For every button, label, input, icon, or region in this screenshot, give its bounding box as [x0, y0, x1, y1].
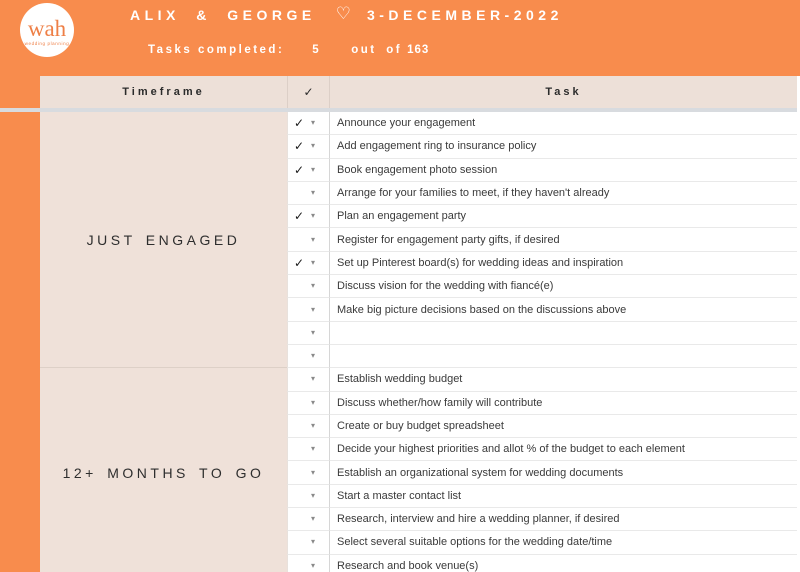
task-cell[interactable]: Make big picture decisions based on the discussions above — [330, 298, 797, 321]
task-row — [287, 508, 797, 531]
stats-label: Tasks completed: — [148, 44, 285, 56]
dropdown-caret-icon[interactable]: ▾ — [311, 281, 316, 291]
task-row — [287, 228, 797, 251]
column-header-timeframe: Timeframe — [122, 86, 205, 98]
timeframe-cell[interactable]: 12+ MONTHS TO GO — [40, 368, 287, 572]
task-row — [287, 182, 797, 205]
tasks-completed-summary — [148, 44, 429, 56]
task-row — [287, 531, 797, 554]
task-cell[interactable]: Announce your engagement — [330, 112, 797, 135]
check-dropdown-cell[interactable] — [287, 298, 330, 321]
task-cell[interactable]: Add engagement ring to insurance policy — [330, 135, 797, 158]
task-row — [287, 159, 797, 182]
stats-total: 163 — [407, 44, 430, 56]
check-dropdown-cell[interactable] — [287, 112, 330, 135]
stats-outof-label: out of — [351, 44, 403, 56]
task-row — [287, 415, 797, 438]
check-dropdown-cell[interactable] — [287, 345, 330, 368]
check-dropdown-cell[interactable] — [287, 392, 330, 415]
check-dropdown-cell[interactable] — [287, 508, 330, 531]
task-cell[interactable]: Establish wedding budget — [330, 368, 797, 391]
check-dropdown-cell[interactable] — [287, 228, 330, 251]
check-dropdown-cell[interactable] — [287, 252, 330, 275]
task-cell[interactable] — [330, 345, 797, 368]
dropdown-caret-icon[interactable]: ▾ — [311, 490, 316, 500]
timeframe-section — [40, 112, 797, 368]
task-cell[interactable]: Arrange for your families to meet, if they haven't already — [330, 182, 797, 205]
table-header-row — [40, 76, 797, 108]
task-cell[interactable]: Establish an organizational system for wedding documents — [330, 461, 797, 484]
heart-icon: ♡ — [335, 4, 351, 23]
column-header-check: ✓ — [287, 76, 330, 108]
check-dropdown-cell[interactable] — [287, 485, 330, 508]
task-row — [287, 135, 797, 158]
task-row — [287, 461, 797, 484]
task-row — [287, 298, 797, 321]
task-cell[interactable]: Research and book venue(s) — [330, 555, 797, 572]
check-dropdown-cell[interactable] — [287, 531, 330, 554]
dropdown-caret-icon[interactable]: ▾ — [311, 444, 316, 454]
couple-names: ALIX & GEORGE — [130, 7, 316, 23]
task-cell[interactable]: Decide your highest priorities and allot % of the budget to each element — [330, 438, 797, 461]
logo — [20, 3, 74, 57]
stats-count: 5 — [312, 44, 322, 56]
task-cell[interactable]: Create or buy budget spreadsheet — [330, 415, 797, 438]
task-cell[interactable]: Research, interview and hire a wedding planner, if desired — [330, 508, 797, 531]
dropdown-caret-icon[interactable]: ▾ — [311, 304, 316, 314]
dropdown-caret-icon[interactable]: ▾ — [311, 211, 316, 221]
task-row — [287, 392, 797, 415]
dropdown-caret-icon[interactable]: ▾ — [311, 118, 316, 128]
dropdown-caret-icon[interactable]: ▾ — [311, 537, 316, 547]
left-strip — [0, 0, 40, 572]
task-cell[interactable]: Select several suitable options for the wedding date/time — [330, 531, 797, 554]
task-cell[interactable] — [330, 322, 797, 345]
logo-subtext: wedding planning — [24, 40, 70, 46]
check-dropdown-cell[interactable] — [287, 368, 330, 391]
dropdown-caret-icon[interactable]: ▾ — [311, 374, 316, 384]
task-cell[interactable]: Start a master contact list — [330, 485, 797, 508]
task-cell[interactable]: Discuss whether/how family will contribute — [330, 392, 797, 415]
checkmark-icon: ✓ — [293, 209, 305, 224]
task-row — [287, 345, 797, 368]
task-row — [287, 438, 797, 461]
task-row — [287, 555, 797, 572]
task-rows — [287, 368, 797, 572]
dropdown-caret-icon[interactable]: ▾ — [311, 164, 316, 174]
checkmark-icon: ✓ — [293, 162, 305, 177]
task-row — [287, 252, 797, 275]
check-dropdown-cell[interactable] — [287, 555, 330, 572]
logo-text: wah — [27, 15, 67, 41]
check-dropdown-cell[interactable] — [287, 205, 330, 228]
timeframe-section — [40, 368, 797, 572]
page-title — [130, 6, 563, 24]
check-dropdown-cell[interactable] — [287, 415, 330, 438]
task-cell[interactable]: Set up Pinterest board(s) for wedding ideas and inspiration — [330, 252, 797, 275]
task-rows — [287, 112, 797, 368]
dropdown-caret-icon[interactable]: ▾ — [311, 421, 316, 430]
check-dropdown-cell[interactable] — [287, 275, 330, 298]
task-row — [287, 368, 797, 391]
task-cell[interactable]: Discuss vision for the wedding with fiancé(e) — [330, 275, 797, 298]
dropdown-caret-icon[interactable]: ▾ — [311, 327, 316, 337]
dropdown-caret-icon[interactable]: ▾ — [311, 234, 316, 244]
check-dropdown-cell[interactable] — [287, 135, 330, 158]
check-dropdown-cell[interactable] — [287, 322, 330, 345]
task-row — [287, 322, 797, 345]
task-cell[interactable]: Book engagement photo session — [330, 159, 797, 182]
check-dropdown-cell[interactable] — [287, 159, 330, 182]
checkmark-icon: ✓ — [293, 139, 305, 154]
task-row — [287, 205, 797, 228]
checkmark-icon: ✓ — [293, 255, 305, 270]
task-cell[interactable]: Register for engagement party gifts, if desired — [330, 228, 797, 251]
checkmark-icon: ✓ — [293, 116, 305, 131]
task-row — [287, 485, 797, 508]
check-dropdown-cell[interactable] — [287, 461, 330, 484]
dropdown-caret-icon[interactable]: ▾ — [311, 560, 316, 570]
check-dropdown-cell[interactable] — [287, 182, 330, 205]
dropdown-caret-icon[interactable]: ▾ — [311, 257, 316, 267]
dropdown-caret-icon[interactable]: ▾ — [311, 467, 316, 477]
dropdown-caret-icon[interactable]: ▾ — [311, 188, 316, 198]
dropdown-caret-icon[interactable]: ▾ — [311, 141, 316, 151]
dropdown-caret-icon[interactable]: ▾ — [311, 397, 316, 407]
check-dropdown-cell[interactable] — [287, 438, 330, 461]
table-body — [40, 112, 797, 572]
dropdown-caret-icon[interactable]: ▾ — [311, 351, 316, 361]
task-row — [287, 275, 797, 298]
task-row — [287, 112, 797, 135]
column-header-task: Task — [545, 86, 582, 98]
dropdown-caret-icon[interactable]: ▾ — [311, 514, 316, 524]
task-cell[interactable]: Plan an engagement party — [330, 205, 797, 228]
wedding-date: 3-DECEMBER-2022 — [366, 7, 563, 23]
timeframe-cell[interactable]: JUST ENGAGED — [40, 112, 287, 368]
